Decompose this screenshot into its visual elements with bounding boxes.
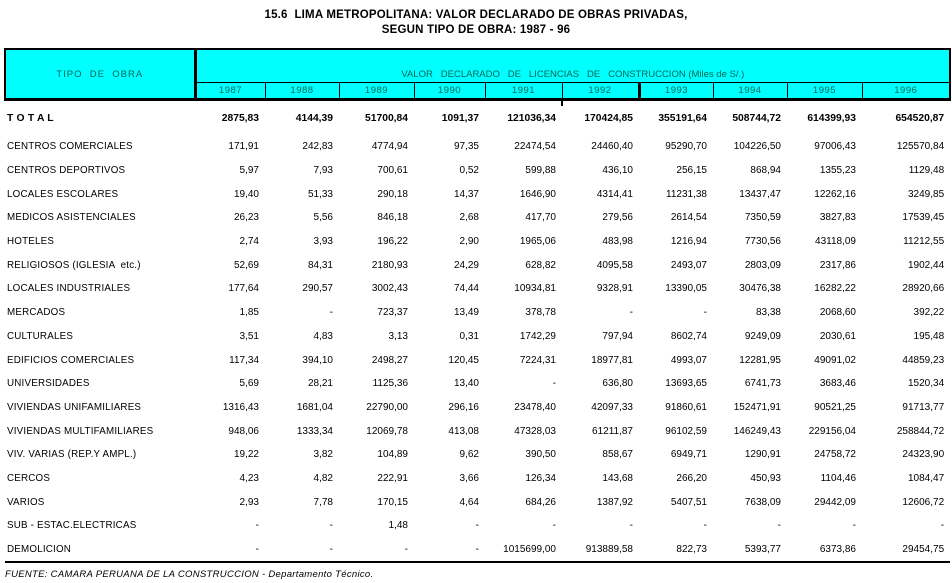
value-cell: 95290,70 (639, 135, 713, 159)
value-cell: 84,31 (265, 253, 339, 277)
value-cell: 5,56 (265, 206, 339, 230)
value-cell: 13390,05 (639, 277, 713, 301)
page-title (0, 0, 952, 38)
value-cell: 44859,23 (862, 348, 950, 372)
value-cell: 700,61 (339, 159, 414, 183)
value-cell: 13,49 (414, 301, 485, 325)
value-cell: 413,08 (414, 419, 485, 443)
value-cell: 355191,64 (639, 100, 713, 136)
value-cell: - (414, 538, 485, 563)
value-cell: 378,78 (485, 301, 562, 325)
value-cell: 450,93 (713, 467, 787, 491)
value-cell: 5393,77 (713, 538, 787, 563)
row-label: MERCADOS (5, 301, 195, 325)
value-cell: 256,15 (639, 159, 713, 183)
value-cell: - (195, 538, 265, 563)
value-cell: 7,93 (265, 159, 339, 183)
table-row (5, 301, 950, 325)
value-cell: - (485, 372, 562, 396)
value-cell: 3,82 (265, 443, 339, 467)
table-row (5, 467, 950, 491)
value-cell: 0,52 (414, 159, 485, 183)
value-cell: 7224,31 (485, 348, 562, 372)
value-cell: 6741,73 (713, 372, 787, 396)
row-label: UNIVERSIDADES (5, 372, 195, 396)
value-cell: 18977,81 (562, 348, 639, 372)
year-header-1993: 1993 (639, 83, 713, 100)
table-row (5, 100, 950, 136)
value-cell: 296,16 (414, 396, 485, 420)
table-header (5, 49, 950, 100)
value-cell: 42097,33 (562, 396, 639, 420)
value-cell: - (639, 301, 713, 325)
value-cell: 1015699,00 (485, 538, 562, 563)
value-cell: 28920,66 (862, 277, 950, 301)
table-row (5, 325, 950, 349)
value-cell: 2,90 (414, 230, 485, 254)
value-cell: 654520,87 (862, 100, 950, 136)
value-cell: 49091,02 (787, 348, 862, 372)
row-label: DEMOLICION (5, 538, 195, 563)
value-cell: 51,33 (265, 182, 339, 206)
value-cell: 11231,38 (639, 182, 713, 206)
value-cell: 3002,43 (339, 277, 414, 301)
value-cell: 2,93 (195, 490, 265, 514)
row-label: T O T A L (5, 100, 195, 136)
value-cell: 723,37 (339, 301, 414, 325)
value-cell: 9328,91 (562, 277, 639, 301)
value-cell: 858,67 (562, 443, 639, 467)
value-cell: 868,94 (713, 159, 787, 183)
value-cell: 290,57 (265, 277, 339, 301)
value-cell: 258844,72 (862, 419, 950, 443)
table-row (5, 514, 950, 538)
value-cell: 1646,90 (485, 182, 562, 206)
value-cell: - (562, 301, 639, 325)
value-cell: 684,26 (485, 490, 562, 514)
value-cell: 4774,94 (339, 135, 414, 159)
value-cell: 822,73 (639, 538, 713, 563)
value-cell: 2493,07 (639, 253, 713, 277)
value-cell: 1387,92 (562, 490, 639, 514)
value-cell: 24323,90 (862, 443, 950, 467)
title-line-2: SEGUN TIPO DE OBRA: 1987 - 96 (381, 24, 571, 36)
row-label: CULTURALES (5, 325, 195, 349)
value-cell: 4,82 (265, 467, 339, 491)
value-cell: 1742,29 (485, 325, 562, 349)
value-cell: - (195, 514, 265, 538)
value-cell: 96102,59 (639, 419, 713, 443)
value-cell: 9249,09 (713, 325, 787, 349)
column-header-valor-declarado: VALOR DECLARADO DE LICENCIAS DE CONSTRUCCION (Miles de S/.) (195, 49, 950, 83)
year-header-1989: 1989 (339, 83, 414, 100)
value-cell: 1333,34 (265, 419, 339, 443)
value-cell: 5,69 (195, 372, 265, 396)
table-row (5, 372, 950, 396)
value-cell: 390,50 (485, 443, 562, 467)
column-header-tipo-de-obra: TIPO DE OBRA (5, 49, 195, 100)
value-cell: 3,66 (414, 467, 485, 491)
value-cell: 12069,78 (339, 419, 414, 443)
year-header-1992: 1992 (562, 83, 639, 100)
year-header-1990: 1990 (414, 83, 485, 100)
value-cell: 4993,07 (639, 348, 713, 372)
value-cell: 24,29 (414, 253, 485, 277)
row-label: HOTELES (5, 230, 195, 254)
value-cell: 222,91 (339, 467, 414, 491)
value-cell: 19,40 (195, 182, 265, 206)
value-cell: 6949,71 (639, 443, 713, 467)
value-cell: 2498,27 (339, 348, 414, 372)
value-cell: 279,56 (562, 206, 639, 230)
row-label: CENTROS COMERCIALES (5, 135, 195, 159)
value-cell: 4095,58 (562, 253, 639, 277)
value-cell: 28,21 (265, 372, 339, 396)
value-cell: 242,83 (265, 135, 339, 159)
year-header-1996: 1996 (862, 83, 950, 100)
value-cell: 90521,25 (787, 396, 862, 420)
value-cell: 117,34 (195, 348, 265, 372)
value-cell: 2317,86 (787, 253, 862, 277)
value-cell: 12262,16 (787, 182, 862, 206)
value-cell: 4144,39 (265, 100, 339, 136)
value-cell: 1681,04 (265, 396, 339, 420)
value-cell: 177,64 (195, 277, 265, 301)
value-cell: 97006,43 (787, 135, 862, 159)
value-cell: 23478,40 (485, 396, 562, 420)
value-cell: 195,48 (862, 325, 950, 349)
value-cell: 152471,91 (713, 396, 787, 420)
row-label: LOCALES INDUSTRIALES (5, 277, 195, 301)
value-cell: - (639, 514, 713, 538)
value-cell: 1129,48 (862, 159, 950, 183)
value-cell: 7638,09 (713, 490, 787, 514)
row-label: RELIGIOSOS (IGLESIA etc.) (5, 253, 195, 277)
value-cell: 599,88 (485, 159, 562, 183)
value-cell: 74,44 (414, 277, 485, 301)
value-cell: 1902,44 (862, 253, 950, 277)
value-cell: 2803,09 (713, 253, 787, 277)
value-cell: 846,18 (339, 206, 414, 230)
value-cell: 2,68 (414, 206, 485, 230)
value-cell: 97,35 (414, 135, 485, 159)
value-cell: 417,70 (485, 206, 562, 230)
scan-artifact-tick (561, 99, 563, 106)
row-label: EDIFICIOS COMERCIALES (5, 348, 195, 372)
value-cell: - (713, 514, 787, 538)
value-cell: 394,10 (265, 348, 339, 372)
value-cell: 7350,59 (713, 206, 787, 230)
value-cell: 121036,34 (485, 100, 562, 136)
value-cell: 143,68 (562, 467, 639, 491)
value-cell: 17539,45 (862, 206, 950, 230)
value-cell: 1091,37 (414, 100, 485, 136)
value-cell: 170424,85 (562, 100, 639, 136)
value-cell: 170,15 (339, 490, 414, 514)
value-cell: 1316,43 (195, 396, 265, 420)
value-cell: 4,83 (265, 325, 339, 349)
value-cell: 22474,54 (485, 135, 562, 159)
row-label: MEDICOS ASISTENCIALES (5, 206, 195, 230)
value-cell: 104,89 (339, 443, 414, 467)
value-cell: - (414, 514, 485, 538)
value-cell: 5407,51 (639, 490, 713, 514)
value-cell: 61211,87 (562, 419, 639, 443)
value-cell: 47328,03 (485, 419, 562, 443)
value-cell: 3,13 (339, 325, 414, 349)
title-line-1: 15.6 LIMA METROPOLITANA: VALOR DECLARADO DE OBRAS PRIVADAS, (264, 9, 688, 21)
value-cell: 636,80 (562, 372, 639, 396)
value-cell: - (265, 538, 339, 563)
value-cell: 913889,58 (562, 538, 639, 563)
value-cell: - (485, 514, 562, 538)
value-cell: 0,31 (414, 325, 485, 349)
row-label: VIVIENDAS UNIFAMILIARES (5, 396, 195, 420)
value-cell: 26,23 (195, 206, 265, 230)
value-cell: 3249,85 (862, 182, 950, 206)
table-row (5, 490, 950, 514)
value-cell: 13,40 (414, 372, 485, 396)
value-cell: 290,18 (339, 182, 414, 206)
year-header-1987: 1987 (195, 83, 265, 100)
value-cell: - (862, 514, 950, 538)
row-label: VARIOS (5, 490, 195, 514)
value-cell: - (265, 514, 339, 538)
value-cell: 3827,83 (787, 206, 862, 230)
value-cell: 508744,72 (713, 100, 787, 136)
value-cell: 1520,34 (862, 372, 950, 396)
table-row (5, 206, 950, 230)
year-header-1995: 1995 (787, 83, 862, 100)
value-cell: - (787, 514, 862, 538)
value-cell: 7730,56 (713, 230, 787, 254)
value-cell: 2180,93 (339, 253, 414, 277)
value-cell: 146249,43 (713, 419, 787, 443)
value-cell: 91713,77 (862, 396, 950, 420)
value-cell: 483,98 (562, 230, 639, 254)
value-cell: 3683,46 (787, 372, 862, 396)
value-cell: 1125,36 (339, 372, 414, 396)
value-cell: 120,45 (414, 348, 485, 372)
value-cell: 1104,46 (787, 467, 862, 491)
value-cell: 29454,75 (862, 538, 950, 563)
value-cell: 126,34 (485, 467, 562, 491)
table-row (5, 443, 950, 467)
value-cell: 4,64 (414, 490, 485, 514)
value-cell: 4314,41 (562, 182, 639, 206)
year-header-1988: 1988 (265, 83, 339, 100)
value-cell: 1,48 (339, 514, 414, 538)
value-cell: 266,20 (639, 467, 713, 491)
value-cell: 1965,06 (485, 230, 562, 254)
row-label: VIVIENDAS MULTIFAMILIARES (5, 419, 195, 443)
value-cell: 196,22 (339, 230, 414, 254)
value-cell: 91860,61 (639, 396, 713, 420)
value-cell: 125570,84 (862, 135, 950, 159)
value-cell: 392,22 (862, 301, 950, 325)
table-row (5, 135, 950, 159)
value-cell: 13437,47 (713, 182, 787, 206)
value-cell: - (339, 538, 414, 563)
table-row (5, 419, 950, 443)
row-label: LOCALES ESCOLARES (5, 182, 195, 206)
value-cell: 30476,38 (713, 277, 787, 301)
year-header-1991: 1991 (485, 83, 562, 100)
value-cell: 3,51 (195, 325, 265, 349)
value-cell: 1216,94 (639, 230, 713, 254)
value-cell: 11212,55 (862, 230, 950, 254)
value-cell: 1,85 (195, 301, 265, 325)
value-cell: 8602,74 (639, 325, 713, 349)
row-label: CERCOS (5, 467, 195, 491)
value-cell: 1084,47 (862, 467, 950, 491)
value-cell: 43118,09 (787, 230, 862, 254)
value-cell: 24460,40 (562, 135, 639, 159)
value-cell: 628,82 (485, 253, 562, 277)
value-cell: 797,94 (562, 325, 639, 349)
value-cell: 19,22 (195, 443, 265, 467)
value-cell: 12606,72 (862, 490, 950, 514)
table-row (5, 396, 950, 420)
value-cell: 7,78 (265, 490, 339, 514)
value-cell: 2068,60 (787, 301, 862, 325)
year-header-1994: 1994 (713, 83, 787, 100)
value-cell: 9,62 (414, 443, 485, 467)
value-cell: 52,69 (195, 253, 265, 277)
value-cell: 171,91 (195, 135, 265, 159)
value-cell: 1355,23 (787, 159, 862, 183)
value-cell: 614399,93 (787, 100, 862, 136)
table-row (5, 159, 950, 183)
table-row (5, 230, 950, 254)
value-cell: 51700,84 (339, 100, 414, 136)
value-cell: 14,37 (414, 182, 485, 206)
value-cell: 104226,50 (713, 135, 787, 159)
table-row (5, 538, 950, 563)
value-cell: 10934,81 (485, 277, 562, 301)
row-label: SUB - ESTAC.ELECTRICAS (5, 514, 195, 538)
row-label: CENTROS DEPORTIVOS (5, 159, 195, 183)
obras-privadas-table (4, 48, 951, 563)
value-cell: 16282,22 (787, 277, 862, 301)
value-cell: 2875,83 (195, 100, 265, 136)
value-cell: 1290,91 (713, 443, 787, 467)
value-cell: 229156,04 (787, 419, 862, 443)
value-cell: - (265, 301, 339, 325)
value-cell: 2614,54 (639, 206, 713, 230)
source-note: FUENTE: CAMARA PERUANA DE LA CONSTRUCCION - Departamento Técnico. (5, 569, 374, 581)
value-cell: 12281,95 (713, 348, 787, 372)
table-row (5, 253, 950, 277)
value-cell: 24758,72 (787, 443, 862, 467)
value-cell: 5,97 (195, 159, 265, 183)
table-row (5, 277, 950, 301)
table-body (5, 100, 950, 563)
table-row (5, 182, 950, 206)
value-cell: 29442,09 (787, 490, 862, 514)
table-row (5, 348, 950, 372)
value-cell: 436,10 (562, 159, 639, 183)
value-cell: 13693,65 (639, 372, 713, 396)
value-cell: - (562, 514, 639, 538)
value-cell: 4,23 (195, 467, 265, 491)
value-cell: 83,38 (713, 301, 787, 325)
value-cell: 3,93 (265, 230, 339, 254)
value-cell: 2030,61 (787, 325, 862, 349)
value-cell: 6373,86 (787, 538, 862, 563)
row-label: VIV. VARIAS (REP.Y AMPL.) (5, 443, 195, 467)
value-cell: 2,74 (195, 230, 265, 254)
value-cell: 22790,00 (339, 396, 414, 420)
value-cell: 948,06 (195, 419, 265, 443)
